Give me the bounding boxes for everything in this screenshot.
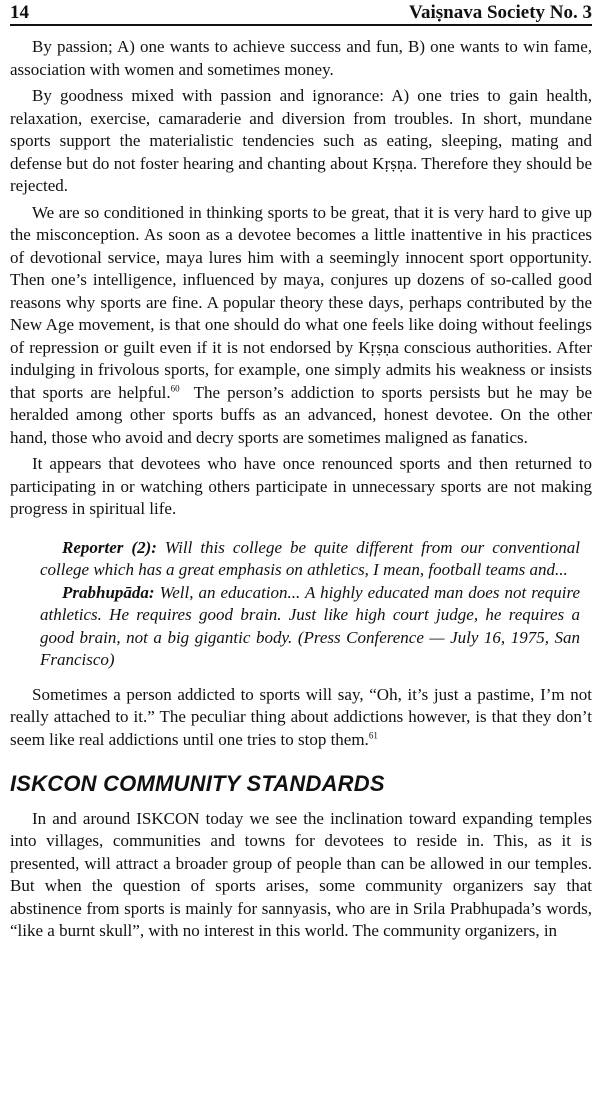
- paragraph-addiction-text: Sometimes a person addicted to sports will say, “Oh, it’s just a pastime, I’m not really attached to it.” The peculiar thing about addictions however, is that they don’t seem like real addictions until one tries to stop them.: [10, 684, 592, 749]
- paragraph-community: In and around ISKCON today we see the inclination toward expanding temples into villages, communities and towns for devotees to reside in. This, as it is presented, will attract a broader group of people than can be allowed in our temples. But when the question of sports arises, some community organizers say that abstinence from sports is mainly for sannyasis, who are in Srila Prabhupada’s words, “like a burnt skull”, with no interest in this world. The community organizers, in: [10, 808, 592, 940]
- quote-reporter: [40, 537, 580, 582]
- interview-quote: [40, 537, 580, 672]
- article-body: [10, 36, 592, 943]
- paragraph-conditioned-cont: The person’s addiction to sports persists but he may be heralded among other sports buffs as an advanced, honest devotee. On the other hand, those who avoid and decry sports are sometimes maligned as fanatics.: [10, 382, 592, 447]
- paragraph-passion: By passion; A) one wants to achieve success and fun, B) one wants to win fame, association with women and sometimes money.: [10, 37, 592, 79]
- footnote-marker-61: 61: [368, 729, 378, 740]
- paragraph-progress: It appears that devotees who have once renounced sports and then returned to participating in or watching others participate in unnecessary sports are not making progress in spiritual life.: [10, 454, 592, 518]
- section-heading: ISKCON COMMUNITY STANDARDS: [10, 771, 385, 796]
- reporter-label: Reporter (2):: [62, 537, 157, 557]
- paragraph-goodness: By goodness mixed with passion and ignorance: A) one tries to gain health, relaxation, exercise, camaraderie and diversion from troubles. In short, mundane sports support the materialistic tendencies such as eating, sleeping, mating and defense but do not foster hearing and chanting about Kṛṣṇa. Therefore they should be rejected.: [10, 86, 592, 195]
- footnote-marker-60: 60: [170, 382, 180, 393]
- paragraph-conditioned-text: We are so conditioned in thinking sports to be great, that it is very hard to give up the misconception. As soon as a devotee becomes a little inattentive in his practices of devotional service, maya lures him with a seemingly innocent sport opportunity. Then one’s intelligence, influenced by maya, conjures up dozens of so-called good reasons why sports are fine. A popular theory these days, perhaps contributed by the New Age movement, is that one should do what one feels like doing without feelings of repression or guilt even if it is not endorsed by Kṛṣṇa conscious authorities. After indulging in frivolous sports, for example, one simply admits his weakness or insists that sports are helpful.: [10, 202, 592, 402]
- paragraph-conditioned: [10, 202, 592, 450]
- prabhupada-text: Well, an education... A highly educated man does not require athletics. He requires good brain. Just like high court judge, he requires a good brain, not a big gigantic body. (Press Conference — July 16, 1975, San Francisco): [40, 582, 581, 669]
- paragraph-addiction: [10, 684, 592, 752]
- page-number: 14: [10, 2, 29, 23]
- page-header: [10, 0, 592, 26]
- prabhupada-label: Prabhupāda:: [62, 582, 155, 602]
- journal-title: Vaiṣnava Society No. 3: [409, 2, 592, 23]
- reporter-text: Will this college be quite different from our conventional college which has a great emphasis on athletics, I mean, football teams and...: [40, 537, 581, 579]
- quote-prabhupada: [40, 582, 580, 672]
